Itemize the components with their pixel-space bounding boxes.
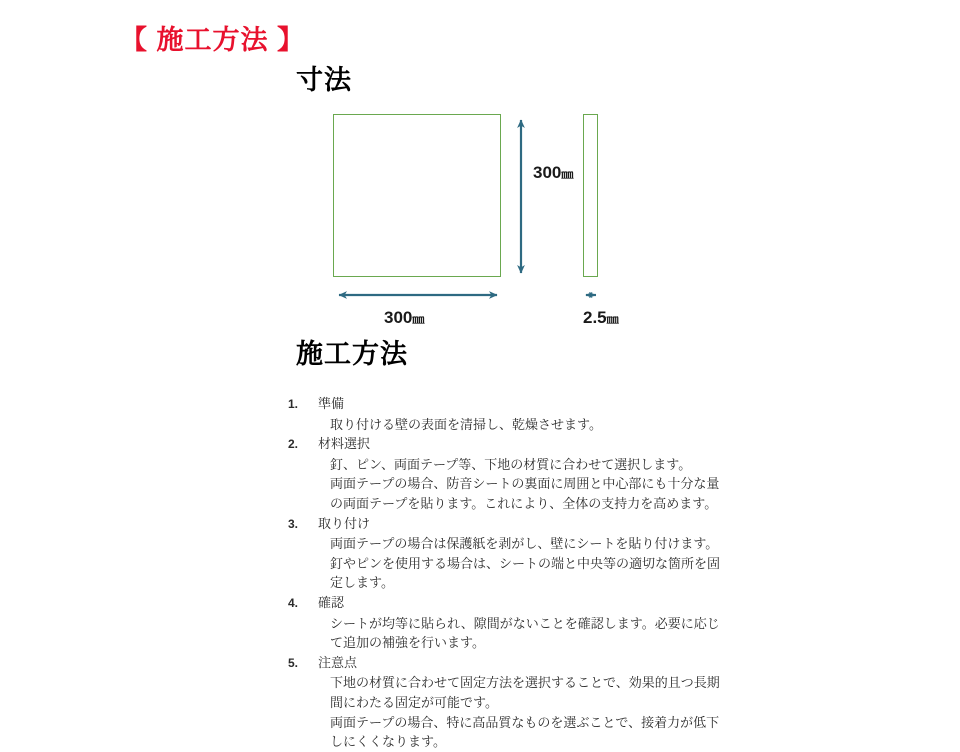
instruction-step bbox=[288, 434, 788, 513]
step-body-line: 釘、ピン、両面テープ等、下地の材質に合わせて選択します。 bbox=[330, 456, 692, 472]
step-number: 3. bbox=[288, 516, 299, 531]
side-view-edge bbox=[583, 114, 598, 277]
step-header bbox=[288, 514, 788, 535]
step-body-line: シートが均等に貼られ、隙間がないことを確認します。必要に応じ bbox=[330, 615, 720, 631]
step-body-line: 間にわたる固定が可能です。 bbox=[330, 694, 498, 710]
page-title: 【 施工方法 】 bbox=[120, 25, 306, 55]
step-number: 5. bbox=[288, 655, 299, 670]
height-value: 300 bbox=[533, 163, 562, 182]
width-dimension-label bbox=[384, 309, 424, 326]
instruction-step bbox=[288, 593, 788, 653]
step-body-line: 釘やピンを使用する場合は、シートの端と中央等の適切な箇所を固 bbox=[330, 555, 721, 571]
step-number: 4. bbox=[288, 595, 299, 610]
step-body-line: 定します。 bbox=[330, 575, 394, 591]
thickness-dimension-label bbox=[583, 309, 618, 326]
thickness-unit: ㎜ bbox=[606, 312, 619, 326]
step-body-line: の両面テープを貼ります。これにより、全体の支持力を高めます。 bbox=[330, 495, 718, 511]
step-header bbox=[288, 593, 788, 614]
step-number: 2. bbox=[288, 437, 299, 452]
step-body-line: 取り付ける壁の表面を清掃し、乾燥させます。 bbox=[330, 416, 602, 432]
section-heading-method: 施工方法 bbox=[296, 339, 408, 369]
front-view-square bbox=[333, 114, 501, 277]
step-body-line: 両面テープの場合は保護紙を剥がし、壁にシートを貼り付けます。 bbox=[330, 536, 719, 552]
step-number: 1. bbox=[288, 397, 299, 411]
step-title: 材料選択 bbox=[318, 436, 371, 452]
instruction-step bbox=[288, 514, 788, 593]
width-value: 300 bbox=[384, 308, 413, 327]
step-body-line: しにくくなります。 bbox=[330, 734, 446, 750]
step-header bbox=[288, 434, 788, 455]
step-header bbox=[288, 653, 788, 674]
step-title: 注意点 bbox=[318, 654, 358, 670]
step-header bbox=[288, 394, 788, 415]
step-body-line: 両面テープの場合、防音シートの裏面に周囲と中心部にも十分な量 bbox=[330, 476, 720, 492]
height-unit: ㎜ bbox=[561, 167, 574, 181]
width-unit: ㎜ bbox=[412, 312, 425, 326]
height-dimension-label bbox=[533, 164, 573, 181]
step-title: 確認 bbox=[318, 594, 345, 610]
instruction-step bbox=[288, 394, 788, 434]
step-body-line: 下地の材質に合わせて固定方法を選択することで、効果的且つ長期 bbox=[330, 675, 720, 691]
thickness-value: 2.5 bbox=[583, 308, 607, 327]
instruction-steps-list bbox=[288, 394, 788, 752]
step-title: 準備 bbox=[318, 396, 345, 411]
section-heading-dimensions: 寸法 bbox=[296, 65, 352, 95]
step-title: 取り付け bbox=[318, 515, 371, 531]
instruction-step bbox=[288, 653, 788, 752]
step-body-line: て追加の補強を行います。 bbox=[330, 635, 485, 651]
step-body-line: 両面テープの場合、特に高品質なものを選ぶことで、接着力が低下 bbox=[330, 714, 720, 730]
